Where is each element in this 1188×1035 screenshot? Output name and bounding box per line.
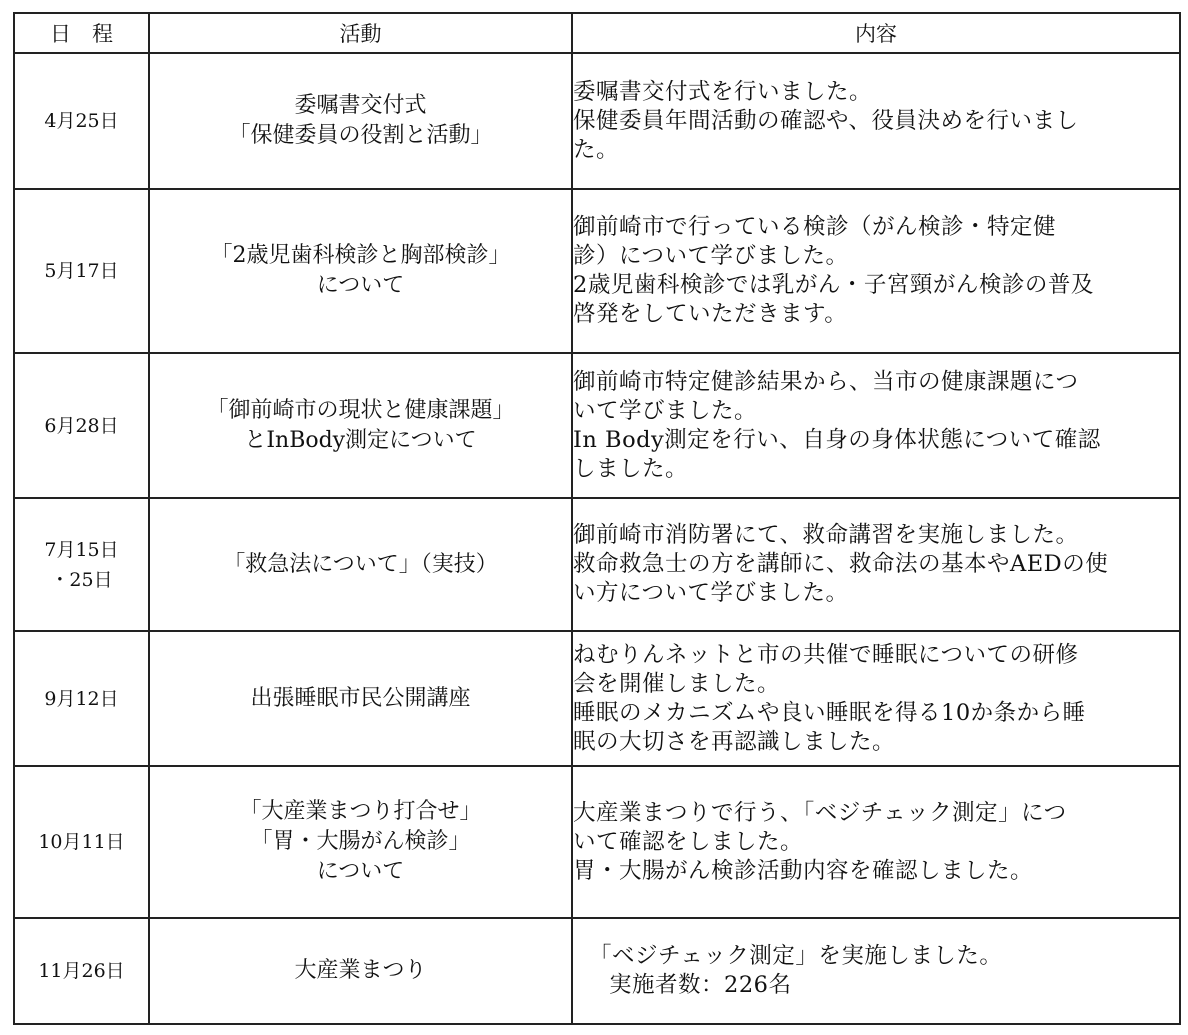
activity-cell — [149, 53, 572, 189]
date-cell — [14, 766, 149, 918]
activity-text: 「大産業まつり打合せ」 — [239, 799, 482, 824]
activity-text: 「胃・大腸がん検診」 — [250, 829, 471, 854]
content-text: ねむりんネットと市の共催で睡眠についての研修 — [573, 641, 1079, 668]
date-cell — [14, 918, 149, 1024]
date-cell — [14, 353, 149, 498]
activity-schedule-table — [13, 12, 1181, 1025]
content-text: いて確認をしました。 — [573, 828, 804, 855]
content-text: いて学びました。 — [573, 397, 758, 424]
content-cell — [572, 353, 1180, 498]
content-cell — [572, 918, 1180, 1024]
activity-cell — [149, 918, 572, 1024]
content-text: 睡眠のメカニズムや良い睡眠を得る10か条から睡 — [573, 699, 1086, 726]
table-row — [14, 498, 1180, 631]
activity-text: 委嘱書交付式 — [294, 93, 427, 118]
activity-cell — [149, 631, 572, 766]
content-text: 「ベジチェック測定」を実施しました。 — [589, 943, 1003, 969]
content-text: い方について学びました。 — [573, 580, 849, 606]
content-cell — [572, 631, 1180, 766]
date-text: 7月15日 — [44, 538, 119, 561]
content-cell — [572, 189, 1180, 353]
activity-text: について — [316, 859, 405, 884]
activity-text: 「保健委員の役割と活動」 — [228, 123, 493, 148]
content-text: 胃・大腸がん検診活動内容を確認しました。 — [573, 857, 1034, 884]
content-text: In Body測定を行い、自身の身体状態について確認 — [573, 426, 1101, 453]
header-row — [14, 13, 1180, 53]
table-row — [14, 189, 1180, 353]
date-text: 11月26日 — [38, 960, 125, 982]
content-text: 御前崎市消防署にて、救命講習を実施しました。 — [573, 522, 1079, 548]
activity-text: 「御前崎市の現状と健康課題」 — [206, 397, 515, 423]
content-text: 会を開催しました。 — [573, 670, 781, 697]
activity-cell — [149, 498, 572, 631]
date-cell — [14, 53, 149, 189]
content-text: 診）について学びました。 — [573, 243, 849, 269]
schedule-table-wrapper — [13, 12, 1179, 1022]
date-text: 4月25日 — [44, 110, 119, 132]
content-text: 2歳児歯科検診では乳がん・子宮頸がん検診の普及 — [573, 272, 1094, 298]
content-text: た。 — [573, 136, 620, 163]
date-cell — [14, 498, 149, 631]
date-text: 5月17日 — [44, 260, 119, 282]
content-text: 眠の大切さを再認識しました。 — [573, 728, 896, 755]
activity-text: 「2歳児歯科検診と胸部検診」 — [210, 243, 511, 268]
content-text: 保健委員年間活動の確認や、役員決めを行いまし — [573, 107, 1079, 134]
activity-text: 「救急法について」（実技） — [223, 551, 498, 577]
content-text: 御前崎市特定健診結果から、当市の健康課題につ — [573, 368, 1079, 395]
header-date: 日 程 — [14, 13, 149, 53]
content-text: 実施者数：226名 — [609, 972, 792, 998]
activity-text: とInBody測定について — [244, 427, 477, 453]
date-text: 9月12日 — [44, 687, 119, 710]
activity-cell — [149, 189, 572, 353]
date-text: ・25日 — [50, 568, 113, 591]
header-activity: 活動 — [149, 13, 572, 53]
date-cell — [14, 189, 149, 353]
content-cell — [572, 498, 1180, 631]
content-cell — [572, 766, 1180, 918]
table-row — [14, 631, 1180, 766]
table-row — [14, 353, 1180, 498]
content-text: 御前崎市で行っている検診（がん検診・特定健 — [573, 214, 1057, 240]
table-row — [14, 53, 1180, 189]
content-text: 委嘱書交付式を行いました。 — [573, 78, 873, 105]
content-text: 大産業まつりで行う、「ベジチェック測定」につ — [573, 799, 1067, 826]
content-text: 啓発をしていただきます。 — [573, 301, 848, 327]
date-text: 10月11日 — [38, 831, 125, 853]
content-cell — [572, 53, 1180, 189]
activity-text: について — [316, 273, 405, 298]
content-text: しました。 — [573, 455, 689, 482]
activity-text: 大産業まつり — [294, 958, 427, 983]
date-cell — [14, 631, 149, 766]
activity-cell — [149, 353, 572, 498]
activity-cell — [149, 766, 572, 918]
table-row — [14, 766, 1180, 918]
table-row — [14, 918, 1180, 1024]
header-content: 内容 — [572, 13, 1180, 53]
content-text: 救命救急士の方を講師に、救命法の基本やAEDの使 — [573, 551, 1109, 577]
date-text: 6月28日 — [44, 414, 119, 437]
activity-text: 出張睡眠市民公開講座 — [250, 685, 471, 711]
